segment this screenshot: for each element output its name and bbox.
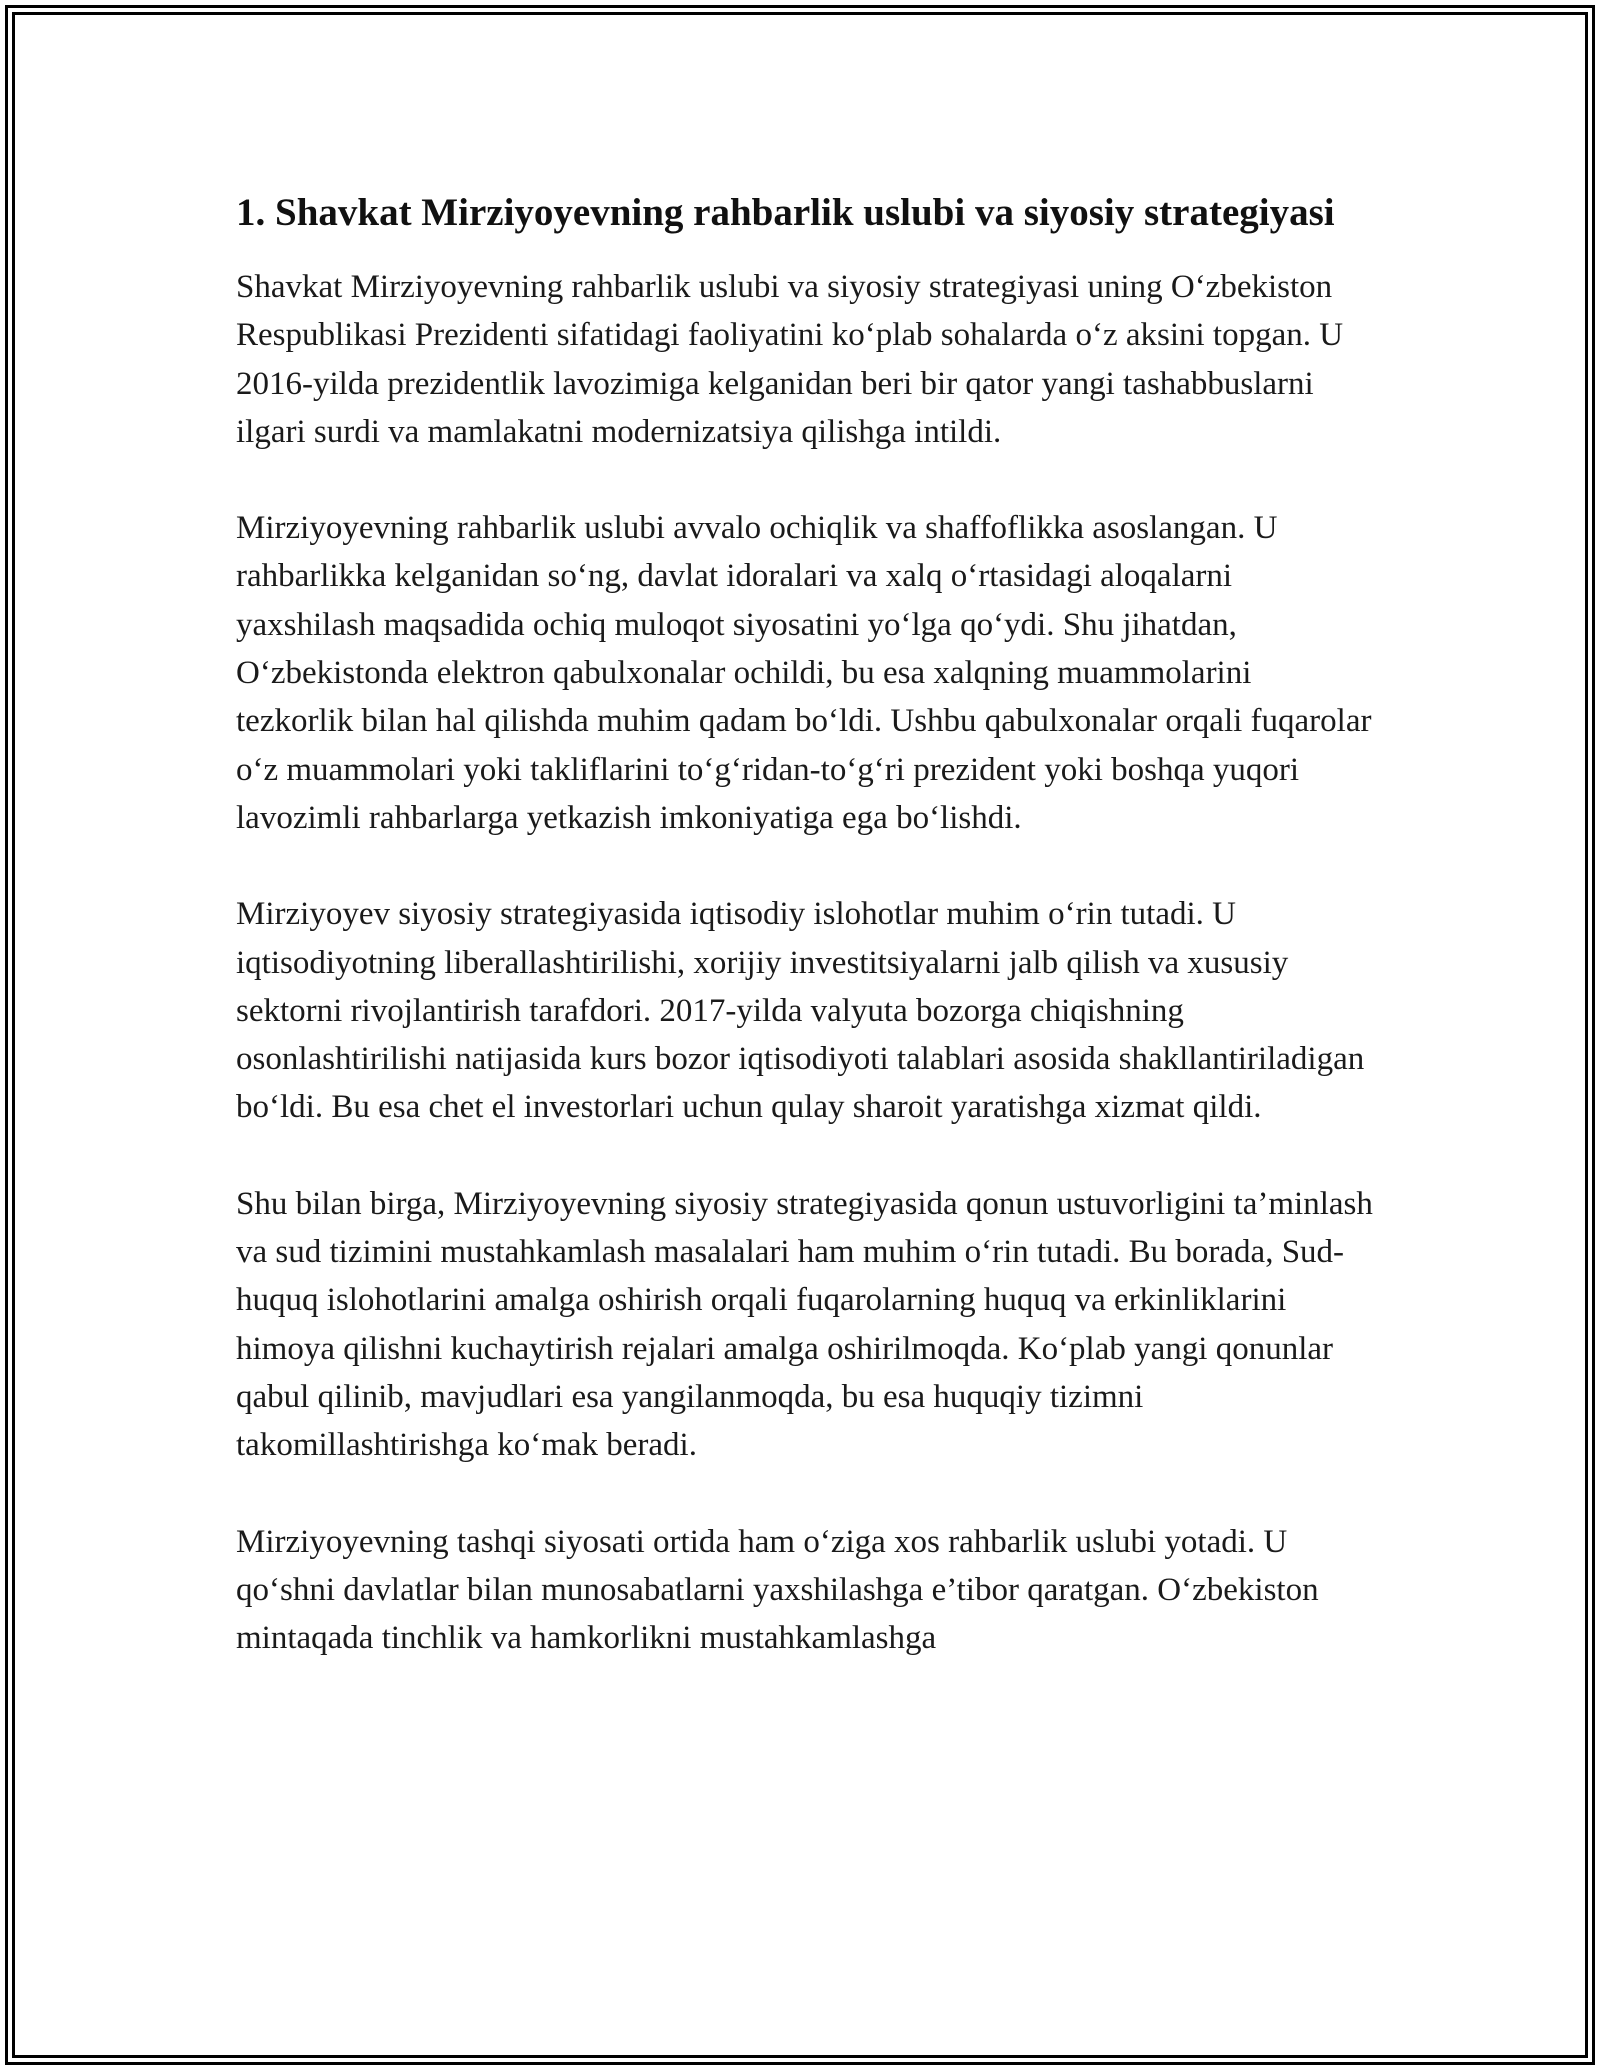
paragraph-5: Mirziyoyevning tashqi siyosati ortida ham o‘ziga xos rahbarlik uslubi yotadi. U qo‘shni davlatlar bilan munosabatlarni yaxshilashga e’tibor qaratgan. O‘zbekiston mintaqada tinchlik va hamkorlikni mustahkamlashga (236, 1523, 1319, 1657)
section-heading: 1. Shavkat Mirziyoyevning rahbarlik uslubi va siyosiy strategiyasi (236, 191, 1335, 234)
paragraph-4: Shu bilan birga, Mirziyoyevning siyosiy strategiyasida qonun ustuvorligini ta’minlash va sud tizimini mustahkamlash masalalari ham muhim o‘rin tutadi. Bu borada, Sud-huquq islohotlarini amalga oshirish orqali fuqarolarning huquq va erkinliklarini himoya qilishni kuchaytirish rejalari amalga oshirilmoqda. Ko‘plab yangi qonunlar qabul qilinib, mavjudlari esa yangilanmoqda, bu esa huquqiy tizimni takomillashtirishga ko‘mak beradi. (236, 1185, 1373, 1464)
paragraph-2: Mirziyoyevning rahbarlik uslubi avvalo ochiqlik va shaffoflikka asoslangan. U rahbarlikka kelganidan so‘ng, davlat idoralari va xalq o‘rtasidagi aloqalarni yaxshilash maqsadida ochiq muloqot siyosatini yo‘lga qo‘ydi. Shu jihatdan, O‘zbekistonda elektron qabulxonalar ochildi, bu esa xalqning muammolarini tezkorlik bilan hal qilishda muhim qadam bo‘ldi. Ushbu qabulxonalar orqali fuqarolar o‘z muammolari yoki takliflarini to‘g‘ridan-to‘g‘ri prezident yoki boshqa yuqori lavozimli rahbarlarga yetkazish imkoniyatiga ega bo‘lishdi. (236, 510, 1372, 836)
paragraph-1: Shavkat Mirziyoyevning rahbarlik uslubi va siyosiy strategiyasi uning O‘zbekiston Respublikasi Prezidenti sifatidagi faoliyatini ko‘plab sohalarda o‘z aksini topgan. U 2016-yilda prezidentlik lavozimiga kelganidan beri bir qator yangi tashabbuslarni ilgari surdi va mamlakatni modernizatsiya qilishga intildi. (236, 269, 1344, 450)
paragraph-3: Mirziyoyev siyosiy strategiyasida iqtisodiy islohotlar muhim o‘rin tutadi. U iqtisodiyotning liberallashtirilishi, xorijiy investitsiyalarni jalb qilish va xususiy sektorni rivojlantirish tarafdori. 2017-yilda valyuta bozorga chiqishning osonlashtirilishi natijasida kurs bozor iqtisodiyoti talablari asosida shakllantiriladigan bo‘ldi. Bu esa chet el investorlari uchun qulay sharoit yaratishga xizmat qildi. (236, 896, 1365, 1126)
document-body (236, 186, 1376, 1710)
